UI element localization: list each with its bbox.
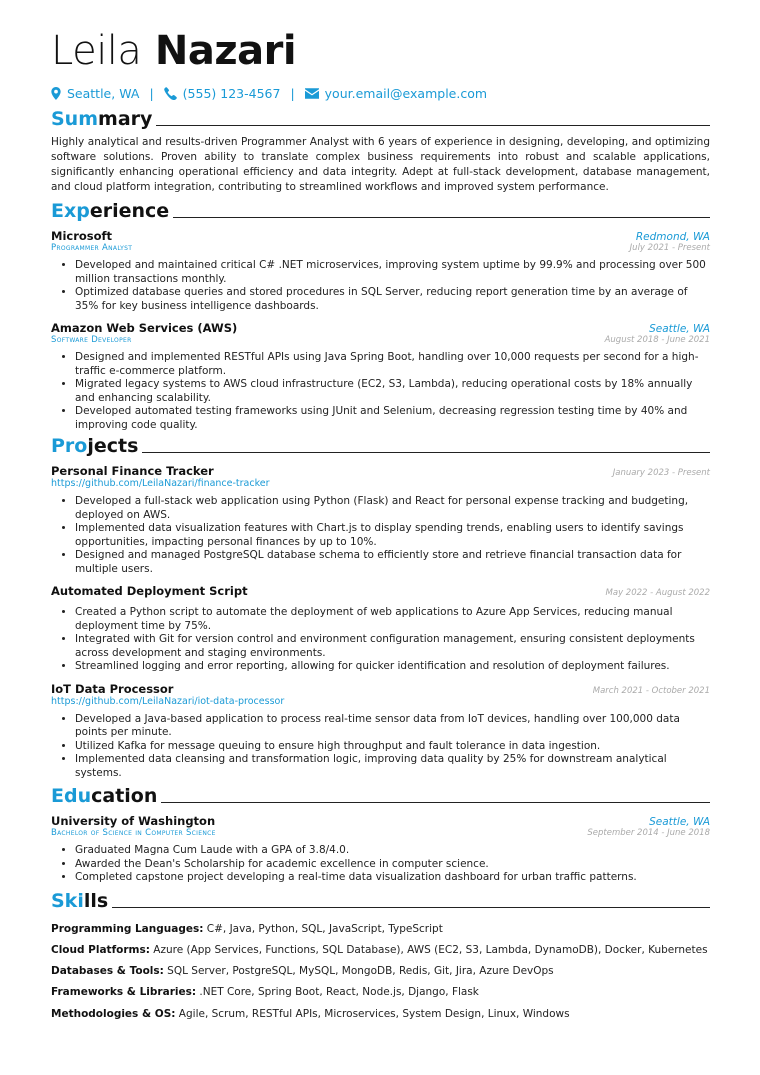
bullet-item: • Designed and managed PostgreSQL database schema to efficiently store and retrieve financial transaction data for multiple users. <box>75 549 710 576</box>
bullet-item: • Implemented data cleansing and transformation logic, improving data quality by 25% for downstream analytical systems. <box>75 753 710 780</box>
skill-label: Cloud Platforms: <box>51 943 150 956</box>
bullet-item: • Optimized database queries and stored procedures in SQL Server, reducing report generation time by an average of 35% for key business intelligence dashboards. <box>75 286 710 313</box>
degree-title: Bachelor of Science in Computer Science <box>51 828 216 838</box>
bullet-item: • Developed a full-stack web application using Python (Flask) and React for personal expense tracking and budgeting, deployed on AWS. <box>75 495 710 522</box>
last-name: Nazari <box>154 28 297 74</box>
education-heading <box>51 784 710 808</box>
contact-email[interactable] <box>305 86 487 101</box>
first-name: Leila <box>51 28 142 74</box>
map-marker-icon <box>51 87 61 100</box>
skill-value: .NET Core, Spring Boot, React, Node.js, Django, Flask <box>196 986 479 999</box>
bullet-item: • Designed and implemented RESTful APIs using Java Spring Boot, handling over 10,000 requests per second for a high-traffic e-commerce platform. <box>75 351 710 378</box>
project-name: Personal Finance Tracker <box>51 464 214 478</box>
projects-heading <box>51 434 710 458</box>
skill-value: C#, Java, Python, SQL, JavaScript, TypeScript <box>203 922 443 935</box>
project-dates: January 2023 - Present <box>612 468 710 478</box>
resume-page <box>51 28 710 1025</box>
project-name: IoT Data Processor <box>51 681 174 696</box>
phone-icon <box>164 87 177 100</box>
education-dates: September 2014 - June 2018 <box>587 828 710 838</box>
location-text: Seattle, WA <box>67 86 140 101</box>
contact-bar <box>51 86 710 101</box>
skills-list <box>51 919 710 1025</box>
bullet-item: • Graduated Magna Cum Laude with a GPA of 3.8/4.0. <box>75 844 710 858</box>
bullet-list <box>51 495 710 576</box>
job-dates: July 2021 - Present <box>629 243 710 253</box>
skill-label: Programming Languages: <box>51 922 204 935</box>
skill-value: Azure (App Services, Functions, SQL Database), AWS (EC2, S3, Lambda, DynamoDB), Docker, Kubernetes <box>149 943 708 956</box>
skill-row <box>51 919 710 940</box>
section-title: Skills <box>51 889 109 912</box>
bullet-item: • Implemented data visualization features with Chart.js to display spending trends, enabling users to identify savings opportunities, impacting personal finances by up to 10%. <box>75 522 710 549</box>
job-title: Software Developer <box>51 335 132 345</box>
project-link[interactable]: https://github.com/LeilaNazari/iot-data-processor <box>51 695 285 707</box>
section-title: Experience <box>51 200 170 222</box>
summary-text: Highly analytical and results-driven Programmer Analyst with 6 years of experience in designing, developing, and optimizing software solutions. Proven ability to translate complex business requirements into robust and scalable applications, significantly enhancing operational efficiency and data integrity. Adept at full-stack development, database management, and cloud platform integration, contributing to streamlined workflows and improved system performance. <box>51 136 710 193</box>
company-name: Amazon Web Services (AWS) <box>51 321 238 335</box>
section-rule <box>142 452 710 453</box>
skill-value: Agile, Scrum, RESTful APIs, Microservices, System Design, Linux, Windows <box>175 1007 570 1020</box>
contact-location <box>51 86 139 101</box>
project-name: Automated Deployment Script <box>51 584 248 598</box>
skill-label: Methodologies & OS: <box>51 1007 176 1020</box>
bullet-item: • Developed automated testing frameworks using JUnit and Selenium, decreasing regression testing time by 40% and improving code quality. <box>75 405 710 432</box>
contact-phone[interactable] <box>164 86 281 101</box>
experience-heading <box>51 199 710 223</box>
bullet-item: • Developed and maintained critical C# .NET microservices, improving system uptime by 99.9% and processing over 500 million transactions monthly. <box>75 259 710 286</box>
skill-row <box>51 940 710 961</box>
section-title: Education <box>51 785 158 807</box>
bullet-list <box>51 259 710 313</box>
contact-separator: | <box>149 86 154 101</box>
section-rule <box>156 125 710 126</box>
envelope-icon <box>305 88 319 99</box>
email-text: your.email@example.com <box>324 86 488 101</box>
education-entry <box>51 814 710 885</box>
skill-row <box>51 1004 710 1025</box>
experience-entry <box>51 229 710 313</box>
project-dates: May 2022 - August 2022 <box>605 588 710 598</box>
job-dates: August 2018 - June 2021 <box>604 335 710 345</box>
project-dates: March 2021 - October 2021 <box>592 685 710 696</box>
skill-value: SQL Server, PostgreSQL, MySQL, MongoDB, Redis, Git, Jira, Azure DevOps <box>163 965 554 978</box>
project-entry <box>51 584 710 674</box>
bullet-list <box>51 606 710 674</box>
bullet-item: • Utilized Kafka for message queuing to ensure high throughput and fault tolerance in data ingestion. <box>75 740 710 754</box>
section-rule <box>173 217 710 218</box>
bullet-item: • Awarded the Dean's Scholarship for academic excellence in computer science. <box>75 858 710 872</box>
project-link[interactable]: https://github.com/LeilaNazari/finance-tracker <box>51 478 270 489</box>
bullet-list <box>51 844 710 885</box>
job-title: Programmer Analyst <box>51 243 133 253</box>
project-entry <box>51 464 710 576</box>
project-entry <box>51 682 710 781</box>
skills-heading <box>51 889 710 913</box>
section-rule <box>112 907 710 908</box>
skill-row <box>51 982 710 1003</box>
bullet-item: • Streamlined logging and error reporting, allowing for quicker identification and resolution of deployment failures. <box>75 660 710 674</box>
school-name: University of Washington <box>51 814 216 828</box>
skill-label: Databases & Tools: <box>51 965 164 978</box>
company-name: Microsoft <box>51 229 113 243</box>
summary-heading <box>51 107 710 131</box>
section-title: Summary <box>51 108 153 130</box>
skill-label: Frameworks & Libraries: <box>51 986 197 999</box>
experience-entry <box>51 321 710 432</box>
bullet-item: • Completed capstone project developing a real-time data visualization dashboard for urban traffic patterns. <box>75 871 710 885</box>
skill-row <box>51 961 710 982</box>
school-location: Seattle, WA <box>649 816 710 828</box>
candidate-name <box>51 28 710 74</box>
bullet-item: • Integrated with Git for version control and environment configuration management, ensuring consistent deployments across development and staging environments. <box>75 633 710 660</box>
bullet-item: • Developed a Java-based application to process real-time sensor data from IoT devices, handling over 100,000 data points per minute. <box>75 713 710 740</box>
job-location: Seattle, WA <box>649 323 710 335</box>
contact-separator: | <box>290 86 295 101</box>
phone-text: (555) 123-4567 <box>182 86 281 101</box>
section-title: Projects <box>51 435 139 457</box>
bullet-item: • Created a Python script to automate the deployment of web applications to Azure App Services, reducing manual deployment time by 75%. <box>75 606 710 633</box>
section-rule <box>161 802 710 803</box>
job-location: Redmond, WA <box>635 231 710 243</box>
bullet-list <box>51 351 710 432</box>
bullet-item: • Migrated legacy systems to AWS cloud infrastructure (EC2, S3, Lambda), reducing operational costs by 18% annually and enhancing scalability. <box>75 378 710 405</box>
bullet-list <box>51 713 710 781</box>
